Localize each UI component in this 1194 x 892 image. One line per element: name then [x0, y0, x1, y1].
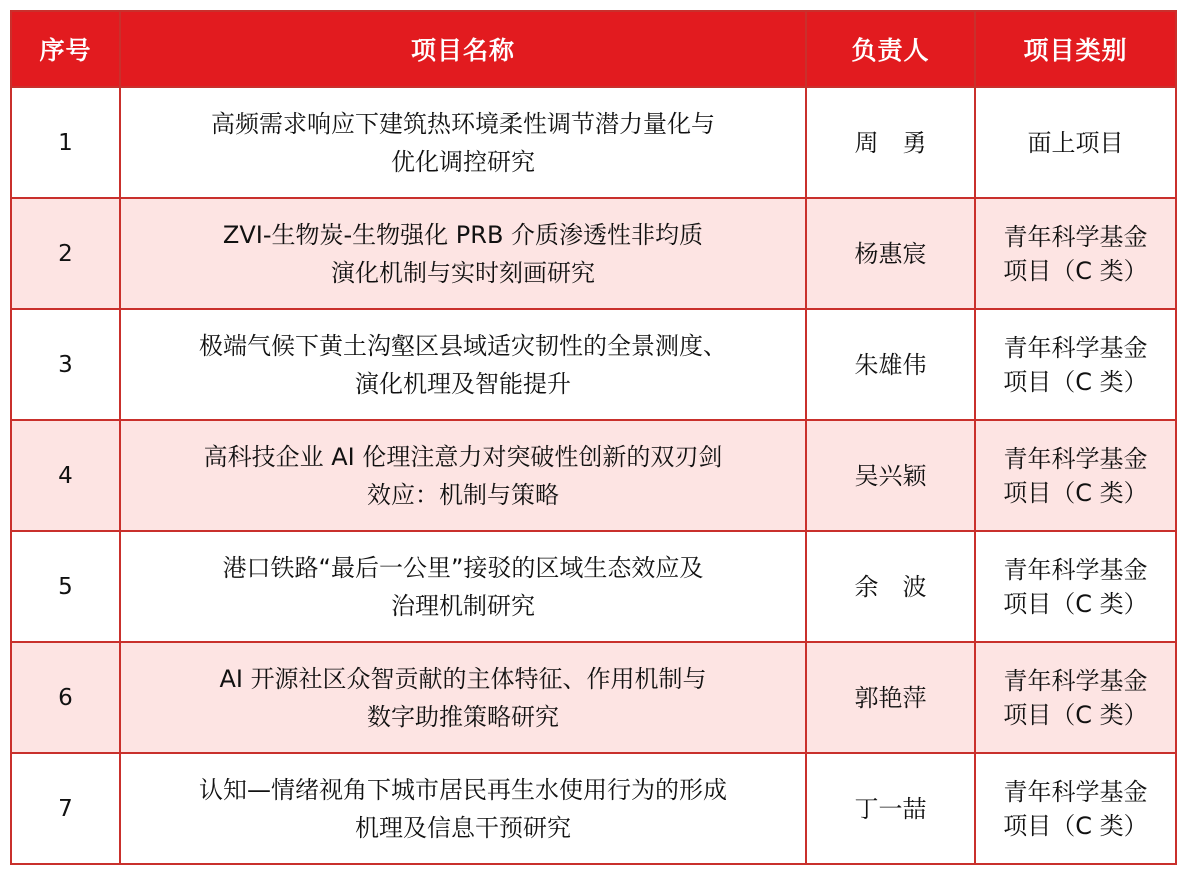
- row-project-name: [120, 309, 806, 420]
- project-name-line: 认知—情绪视角下城市居民再生水使用行为的形成: [199, 775, 727, 804]
- project-name-line: 数字助推策略研究: [367, 702, 559, 731]
- table-row: [11, 87, 1176, 198]
- row-leader: 余 波: [806, 531, 975, 642]
- project-table-container: [10, 10, 1175, 880]
- row-index: 7: [11, 753, 120, 864]
- category-line: 青年科学基金: [1003, 777, 1148, 806]
- row-index: 1: [11, 87, 120, 198]
- row-index: 5: [11, 531, 120, 642]
- row-leader: 周 勇: [806, 87, 975, 198]
- category-line: 青年科学基金: [1003, 444, 1148, 473]
- header-leader: 负责人: [806, 11, 975, 87]
- table-row: [11, 642, 1176, 753]
- category-line: 面上项目: [1027, 128, 1124, 157]
- category-line: 项目（C 类）: [1003, 478, 1148, 507]
- project-name-line: 机理及信息干预研究: [355, 813, 571, 842]
- row-category: [975, 87, 1176, 198]
- category-line: 项目（C 类）: [1003, 700, 1148, 729]
- row-project-name: [120, 198, 806, 309]
- row-category: [975, 420, 1176, 531]
- project-name-line: 效应：机制与策略: [367, 480, 559, 509]
- project-name-line: AI 开源社区众智贡献的主体特征、作用机制与: [219, 664, 707, 693]
- row-leader: 郭艳萍: [806, 642, 975, 753]
- category-line: 项目（C 类）: [1003, 367, 1148, 396]
- table-row: [11, 309, 1176, 420]
- category-line: 青年科学基金: [1003, 333, 1148, 362]
- row-project-name: [120, 531, 806, 642]
- row-project-name: [120, 420, 806, 531]
- category-line: 项目（C 类）: [1003, 811, 1148, 840]
- row-leader: 朱雄伟: [806, 309, 975, 420]
- project-name-line: 治理机制研究: [391, 591, 535, 620]
- project-name-line: ZVI-生物炭-生物强化 PRB 介质渗透性非均质: [222, 220, 704, 249]
- row-leader: 杨惠宸: [806, 198, 975, 309]
- table-body: [11, 87, 1176, 864]
- row-leader: 吴兴颖: [806, 420, 975, 531]
- row-leader: 丁一喆: [806, 753, 975, 864]
- row-project-name: [120, 753, 806, 864]
- row-category: [975, 531, 1176, 642]
- table-row: [11, 531, 1176, 642]
- category-line: 项目（C 类）: [1003, 256, 1148, 285]
- row-project-name: [120, 87, 806, 198]
- project-name-line: 高频需求响应下建筑热环境柔性调节潜力量化与: [211, 109, 715, 138]
- category-line: 青年科学基金: [1003, 555, 1148, 584]
- table-row: [11, 198, 1176, 309]
- table-row: [11, 420, 1176, 531]
- row-category: [975, 309, 1176, 420]
- row-index: 3: [11, 309, 120, 420]
- row-category: [975, 642, 1176, 753]
- header-row: [11, 11, 1176, 87]
- project-name-line: 优化调控研究: [391, 147, 535, 176]
- category-line: 青年科学基金: [1003, 666, 1148, 695]
- row-index: 6: [11, 642, 120, 753]
- project-name-line: 演化机制与实时刻画研究: [331, 258, 595, 287]
- row-category: [975, 753, 1176, 864]
- category-line: 青年科学基金: [1003, 222, 1148, 251]
- row-index: 4: [11, 420, 120, 531]
- table-header: [11, 11, 1176, 87]
- project-name-line: 高科技企业 AI 伦理注意力对突破性创新的双刃剑: [203, 442, 723, 471]
- row-index: 2: [11, 198, 120, 309]
- project-name-line: 演化机理及智能提升: [355, 369, 571, 398]
- header-project-name: 项目名称: [120, 11, 806, 87]
- header-index: 序号: [11, 11, 120, 87]
- project-name-line: 极端气候下黄土沟壑区县域适灾韧性的全景测度、: [199, 331, 727, 360]
- category-line: 项目（C 类）: [1003, 589, 1148, 618]
- row-project-name: [120, 642, 806, 753]
- table-row: [11, 753, 1176, 864]
- project-name-line: 港口铁路“最后一公里”接驳的区域生态效应及: [222, 553, 704, 582]
- row-category: [975, 198, 1176, 309]
- project-table: [10, 10, 1177, 865]
- header-category: 项目类别: [975, 11, 1176, 87]
